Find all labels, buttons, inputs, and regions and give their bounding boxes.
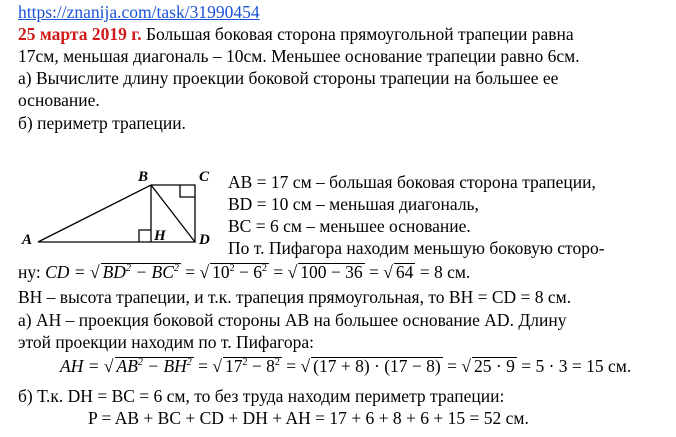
problem-part-a-2: основание. — [18, 90, 100, 110]
cd-result: = 8 см. — [419, 262, 471, 282]
perimeter-line: P = AB + BC + CD + DH + AH = 17 + 6 + 8 + 6 + 15 = 52 см. — [88, 408, 529, 428]
cd-formula: ну: CD = √ $BD^2 - BC^2$ = √ $10^2 - 6^2$ = √ 100 − 36 = √ 64 = 8 см. — [18, 262, 471, 282]
ah-result: = 5 · 3 = 15 см. — [521, 356, 632, 376]
source-link[interactable] — [18, 2, 260, 22]
part-a-line-2: этой проекции находим по т. Пифагора: — [18, 332, 314, 352]
part-b-line-1: б) Т.к. DH = BC = 6 см, то без труда находим периметр трапеции: — [18, 386, 505, 406]
problem-part-a-1: а) Вычислите длину проекции боковой стороны трапеции на большее ее — [18, 68, 559, 88]
vertex-label-c: C — [199, 169, 210, 185]
cd-radical-4: 64 — [395, 262, 414, 282]
cd-eq-2: = — [273, 262, 284, 282]
ah-eq-1: = — [198, 356, 209, 376]
cd-eq-1: = — [185, 262, 196, 282]
problem-line-2: 17см, меньшая диагональ – 10см. Меньшее основание трапеции равно 6см. — [18, 46, 580, 66]
ah-radical-2: $17^2 - 8^2$ — [225, 356, 280, 376]
task-url-link[interactable]: https://znanija.com/task/31990454 — [18, 2, 260, 22]
date-label: 25 марта 2019 г. — [18, 24, 142, 44]
cd-prefix: ну: — [18, 262, 41, 282]
cd-eq-3: = — [368, 262, 379, 282]
right-angle-h — [139, 230, 151, 242]
given-bd: BD = 10 см – меньшая диагональ, — [228, 194, 479, 214]
vertex-label-h: H — [154, 228, 166, 244]
pythagoras-intro: По т. Пифагора находим меньшую боковую сторо- — [228, 238, 605, 258]
ah-radical-4: 25 · 9 — [474, 356, 515, 376]
ah-lhs: AH = — [60, 356, 100, 376]
given-ab: AB = 17 см – большая боковая сторона трапеции, — [228, 172, 596, 192]
problem-line-1 — [18, 24, 574, 44]
given-bc: BC = 6 см – меньшее основание. — [228, 216, 471, 236]
trapezoid-outline — [38, 185, 195, 242]
cd-radical-1: $BD^2 - BC^2$ — [102, 262, 179, 282]
ah-formula: AH = √ $AB^2 - BH^2$ = √ $17^2 - 8^2$ = √ (17 + 8) · (17 − 8) = √ 25 · 9 = 5 · 3 = 15 см. — [60, 356, 632, 376]
vertex-label-a: A — [22, 232, 33, 248]
part-a-line-1: а) AH – проекция боковой стороны AB на большее основание AD. Длину — [18, 310, 567, 330]
ah-eq-3: = — [447, 356, 458, 376]
ah-radical-3: (17 + 8) · (17 − 8) — [313, 356, 441, 376]
right-angle-c — [180, 185, 195, 197]
cd-lhs: CD = — [45, 262, 86, 282]
vertex-label-b: B — [138, 169, 149, 185]
bh-line: BH – высота трапеции, и т.к. трапеция прямоугольная, то BH = CD = 8 см. — [18, 287, 572, 307]
ah-radical-1: $AB^2 - BH^2$ — [116, 356, 192, 376]
cd-radical-3: 100 − 36 — [300, 262, 363, 282]
vertex-label-d: D — [199, 232, 210, 248]
problem-part-b: б) периметр трапеции. — [18, 113, 186, 133]
problem-text-1: Большая боковая сторона прямоугольной трапеции равна — [145, 24, 574, 44]
ah-eq-2: = — [286, 356, 297, 376]
trapezoid-figure — [18, 160, 223, 255]
cd-radical-2: $10^2 - 6^2$ — [212, 262, 267, 282]
